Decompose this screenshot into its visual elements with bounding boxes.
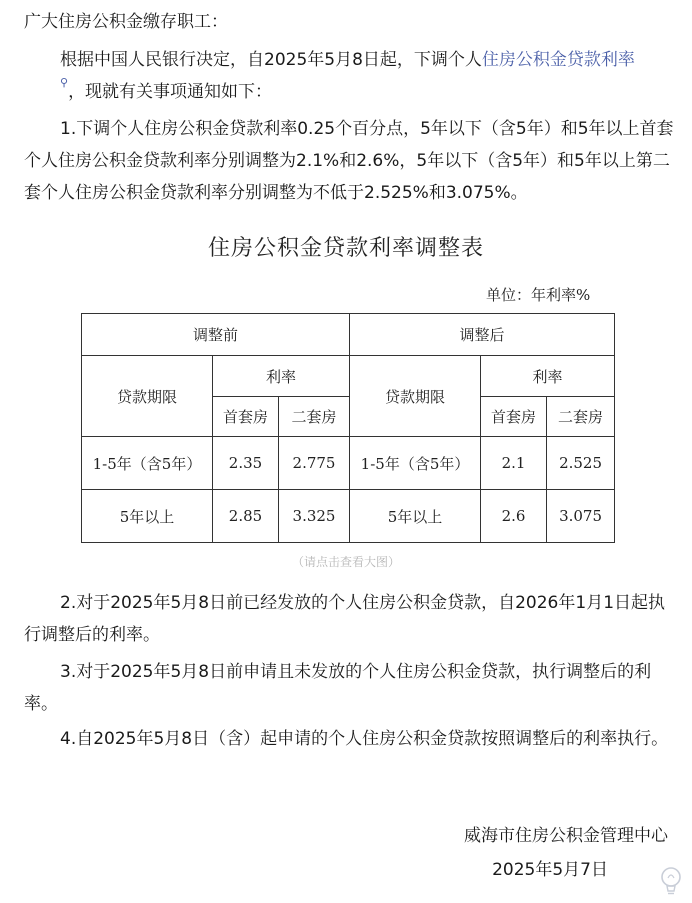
before-first-home-header: 首套房 [213, 397, 279, 437]
before-term-cell: 5年以上 [82, 490, 213, 543]
after-first-rate-cell: 2.6 [481, 490, 547, 543]
after-first-rate-cell: 2.1 [481, 437, 547, 490]
after-rate-header: 利率 [481, 356, 615, 397]
before-first-rate-cell: 2.85 [213, 490, 279, 543]
after-term-cell: 1-5年（含5年） [350, 437, 481, 490]
before-term-cell: 1-5年（含5年） [82, 437, 213, 490]
before-term-header: 贷款期限 [82, 356, 213, 437]
table-row [82, 490, 615, 543]
item-1: 1.下调个人住房公积金贷款利率0.25个百分点，5年以下（含5年）和5年以上首套个人住房公积金贷款利率分别调整为2.1%和2.6%，5年以下（含5年）和5年以上第二套个人住房公积金贷款利率分别调整为不低于2.525%和3.075%。 [24, 119, 674, 203]
search-icon[interactable]: ⚲ [60, 76, 69, 89]
item-4: 4.自2025年5月8日（含）起申请的个人住房公积金贷款按照调整后的利率执行。 [60, 729, 669, 749]
signature-org: 威海市住房公积金管理中心 [464, 826, 668, 846]
lightbulb-icon [658, 866, 684, 896]
intro-paragraph [24, 44, 674, 108]
table-row [82, 437, 615, 490]
before-rate-header: 利率 [213, 356, 350, 397]
after-second-rate-cell: 3.075 [547, 490, 615, 543]
item-3: 3.对于2025年5月8日前申请且未发放的个人住房公积金贷款，执行调整后的利率。 [24, 662, 652, 714]
after-term-cell: 5年以上 [350, 490, 481, 543]
rate-table[interactable] [81, 313, 615, 543]
after-first-home-header: 首套房 [481, 397, 547, 437]
after-term-header: 贷款期限 [350, 356, 481, 437]
intro-text: 根据中国人民银行决定，自2025年5月8日起，下调个人 [60, 50, 482, 70]
before-second-rate-cell: 3.325 [279, 490, 350, 543]
before-second-rate-cell: 2.775 [279, 437, 350, 490]
before-second-home-header: 二套房 [279, 397, 350, 437]
after-second-home-header: 二套房 [547, 397, 615, 437]
table-title: 住房公积金贷款利率调整表 [207, 236, 484, 261]
intro-text-tail: ，现就有关事项通知如下： [68, 82, 273, 102]
salutation: 广大住房公积金缴存职工： [24, 12, 228, 32]
after-second-rate-cell: 2.525 [547, 437, 615, 490]
item-2: 2.对于2025年5月8日前已经发放的个人住房公积金贷款，自2026年1月1日起执行调整后的利率。 [24, 593, 666, 645]
signature-date: 2025年5月7日 [492, 860, 608, 880]
before-first-rate-cell: 2.35 [213, 437, 279, 490]
after-header: 调整后 [350, 314, 615, 356]
link-text[interactable]: 住房公积金贷款利率 [481, 50, 635, 70]
before-header: 调整前 [82, 314, 350, 356]
table-unit: 单位：年利率% [486, 286, 591, 304]
view-large-image-caption[interactable]: （请点击查看大图） [291, 555, 400, 569]
